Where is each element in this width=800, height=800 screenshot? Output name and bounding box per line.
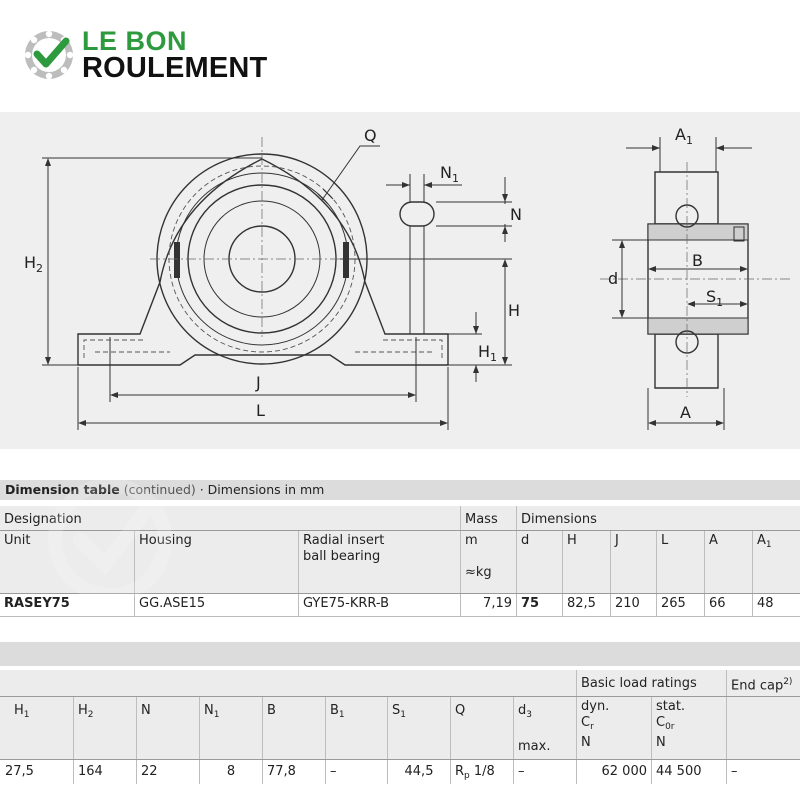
header-designation: Designation: [4, 512, 82, 527]
table2-header-row-2: [0, 697, 800, 759]
cell-end-cap: –: [726, 760, 800, 784]
brand-logo-icon: [22, 26, 78, 86]
label-S1: $S_1$: [706, 287, 724, 309]
label-H: H: [508, 301, 521, 320]
header-m: m ≈kg: [460, 531, 516, 593]
header-col-L: L: [656, 531, 704, 593]
label-H1: $H_1$: [478, 342, 498, 364]
header-B1: $B_1$: [325, 697, 387, 759]
label-L: L: [256, 401, 265, 420]
header-col-A: A: [704, 531, 752, 593]
cell-B1: –: [325, 760, 387, 784]
brand-wordmark: [82, 28, 267, 83]
cell-H2: 164: [73, 760, 136, 784]
table-row: [0, 594, 800, 616]
label-N: N: [510, 205, 522, 224]
table2-header-row-1: [0, 670, 800, 696]
cell-unit: RASEY75: [4, 596, 70, 611]
header-insert: Radial insert ball bearing: [298, 531, 460, 593]
header-H1: $H_1$: [14, 703, 30, 720]
cell-L: 265: [656, 594, 704, 616]
header-dimensions: Dimensions: [516, 506, 800, 530]
header-end-cap: End cap$^{2)}$: [726, 670, 800, 696]
cell-S1: 44,5: [387, 760, 450, 784]
brand-line-2: ROULEMENT: [82, 52, 268, 84]
cell-Cr: 62 000: [576, 760, 651, 784]
cell-housing: GG.ASE15: [134, 594, 298, 616]
header-B: B: [262, 697, 325, 759]
cell-N: 22: [136, 760, 199, 784]
dimension-table-title-continued: (continued): [119, 482, 196, 497]
cell-mass: 7,19: [460, 594, 516, 616]
header-col-d: d: [516, 531, 562, 593]
header-dyn: dyn. $C_r$ N: [576, 697, 651, 759]
label-N1: $N_1$: [440, 163, 459, 185]
header-d3: $d_3$ max.: [513, 697, 576, 759]
cell-d: 75: [516, 594, 562, 616]
header-col-H: H: [562, 531, 610, 593]
header-Q: Q: [450, 697, 513, 759]
label-J: J: [256, 373, 261, 392]
cell-N1: 8: [199, 760, 262, 784]
label-A1: $A_1$: [675, 125, 693, 147]
dimension-table-title-bold: Dimension table: [5, 482, 120, 497]
cell-B: 77,8: [262, 760, 325, 784]
cell-H1: 27,5: [5, 764, 34, 779]
header-basic-load: Basic load ratings: [576, 670, 726, 696]
cell-Q: $R_p$ 1/8: [450, 760, 513, 784]
cell-C0r: 44 500: [651, 760, 726, 784]
header-col-J: J: [610, 531, 656, 593]
header-end-cap-blank: [726, 697, 800, 759]
cell-J: 210: [610, 594, 656, 616]
label-B: B: [692, 251, 703, 270]
brand-line-1: LE BON: [82, 26, 188, 56]
label-A: A: [680, 403, 691, 422]
cell-H: 82,5: [562, 594, 610, 616]
header-unit: Unit: [4, 533, 31, 548]
header-housing: Housing: [134, 531, 298, 593]
label-H2: $H_2$: [24, 253, 44, 275]
label-Q: Q: [364, 126, 377, 145]
header-mass: Mass: [460, 506, 516, 530]
dimension-table-title: [0, 480, 800, 500]
divider: [0, 616, 800, 617]
table2-title-bar: [0, 642, 800, 666]
header-N: N: [136, 697, 199, 759]
table1-header-row-2: [0, 531, 800, 593]
header-stat: stat. $C_{0r}$ N: [651, 697, 726, 759]
cell-A1: 48: [752, 594, 800, 616]
table1-header-row-1: [0, 506, 800, 530]
label-d: d: [608, 269, 619, 288]
header-H2: $H_2$: [73, 697, 136, 759]
cell-d3: –: [513, 760, 576, 784]
technical-drawing: [0, 112, 800, 449]
side-view: [600, 137, 790, 430]
dimension-table-title-units: · Dimensions in mm: [195, 482, 325, 497]
header-S1: $S_1$: [387, 697, 450, 759]
header-col-A1: $A_1$: [752, 531, 800, 593]
table-row: [0, 760, 800, 784]
header-N1: $N_1$: [199, 697, 262, 759]
cell-A: 66: [704, 594, 752, 616]
cell-insert: GYE75-KRR-B: [298, 594, 460, 616]
